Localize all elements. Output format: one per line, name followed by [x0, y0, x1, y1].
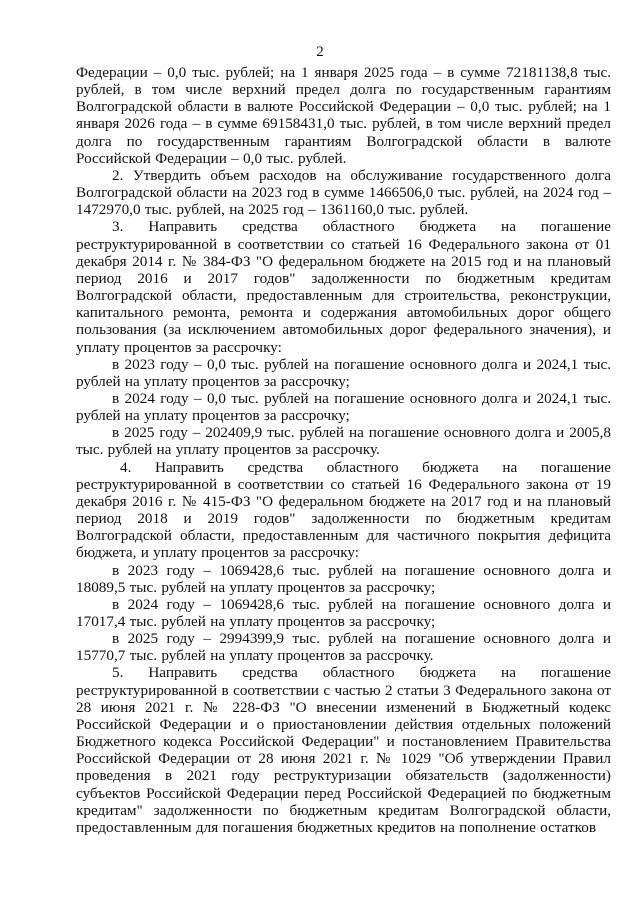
paragraph-item-4-deficit-loans: 4. Направить средства областного бюджета на погашение реструктурированной в соответствии со статьей 16 Федерального закона от 19 декабря 2016 г. № 415-ФЗ "О федеральном бюджете на 2017 год и на плановый период 2018 и 2019 годов" задолженности по бюджетным кредитам Волгоградской области, предоставленным для частичного покрытия дефицита бюджета, и уплату процентов за рассрочку:	[76, 458, 611, 562]
paragraph-item-3-road-loans: 3. Направить средства областного бюджета на погашение реструктурированной в соответствии со статьей 16 Федерального закона от 01 декабря 2014 г. № 384-ФЗ "О федеральном бюджете на 2015 год и на плановый период 2016 и 2017 годов" задолженности по бюджетным кредитам Волгоградской области, предоставленным для строительства, реконструкции, капитального ремонта, ремонта и содержания автомобильных дорог общего пользования (за исключением автомобильных дорог федерального значения), и уплату процентов за рассрочку:	[76, 218, 611, 356]
paragraph-item-4-year-2023: в 2023 году – 1069428,6 тыс. рублей на погашение основного долга и 18089,5 тыс. рублей на уплату процентов за рассрочку;	[76, 561, 611, 596]
paragraph-item-3-year-2025: в 2025 году – 202409,9 тыс. рублей на погашение основного долга и 2005,8 тыс. рублей на уплату процентов за рассрочку.	[76, 424, 611, 459]
page-number: 2	[316, 44, 324, 60]
paragraph-item-4-year-2024: в 2024 году – 1069428,6 тыс. рублей на погашение основного долга и 17017,4 тыс. рублей на уплату процентов за рассрочку;	[76, 595, 611, 630]
paragraph-item-5-restructured-loans: 5. Направить средства областного бюджета на погашение реструктурированной в соответствии с частью 2 статьи 3 Федерального закона от 28 июня 2021 г. № 228-ФЗ "О внесении изменений в Бюджетный кодекс Российской Федерации и о приостановлении действия отдельных положений Бюджетного кодекса Российской Федерации" и постановлением Правительства Российской Федерации от 28 июня 2021 г. № 1029 "Об утверждении Правил проведения в 2021 году реструктуризации обязательств (задолженности) субъектов Российской Федерации перед Российской Федерацией по бюджетным кредитам" задолженности по бюджетным кредитам Волгоградской области, предоставленным для погашения бюджетных кредитов на пополнение остатков	[76, 664, 611, 836]
paragraph-item-3-year-2023: в 2023 году – 0,0 тыс. рублей на погашение основного долга и 2024,1 тыс. рублей на уплату процентов за рассрочку;	[76, 355, 611, 390]
paragraph-continuation-debt-limits: Федерации – 0,0 тыс. рублей; на 1 января 2025 года – в сумме 72181138,8 тыс. рублей, в том числе верхний предел долга по государственным гарантиям Волгоградской области в валюте Российской Федерации – 0,0 тыс. рублей; на 1 января 2026 года – в сумме 69158431,0 тыс. рублей, в том числе верхний предел долга по государственным гарантиям Волгоградской области в валюте Российской Федерации – 0,0 тыс. рублей.	[76, 64, 611, 167]
paragraph-item-2-debt-service: 2. Утвердить объем расходов на обслуживание государственного долга Волгоградской области на 2023 год в сумме 1466506,0 тыс. рублей, на 2024 год – 1472970,0 тыс. рублей, на 2025 год – 1361160,0 тыс. рублей.	[76, 166, 611, 219]
document-body	[76, 64, 611, 836]
paragraph-item-3-year-2024: в 2024 году – 0,0 тыс. рублей на погашение основного долга и 2024,1 тыс. рублей на уплату процентов за рассрочку;	[76, 389, 611, 425]
paragraph-item-4-year-2025: в 2025 году – 2994399,9 тыс. рублей на погашение основного долга и 15770,7 тыс. рублей на уплату процентов за рассрочку.	[76, 630, 611, 665]
